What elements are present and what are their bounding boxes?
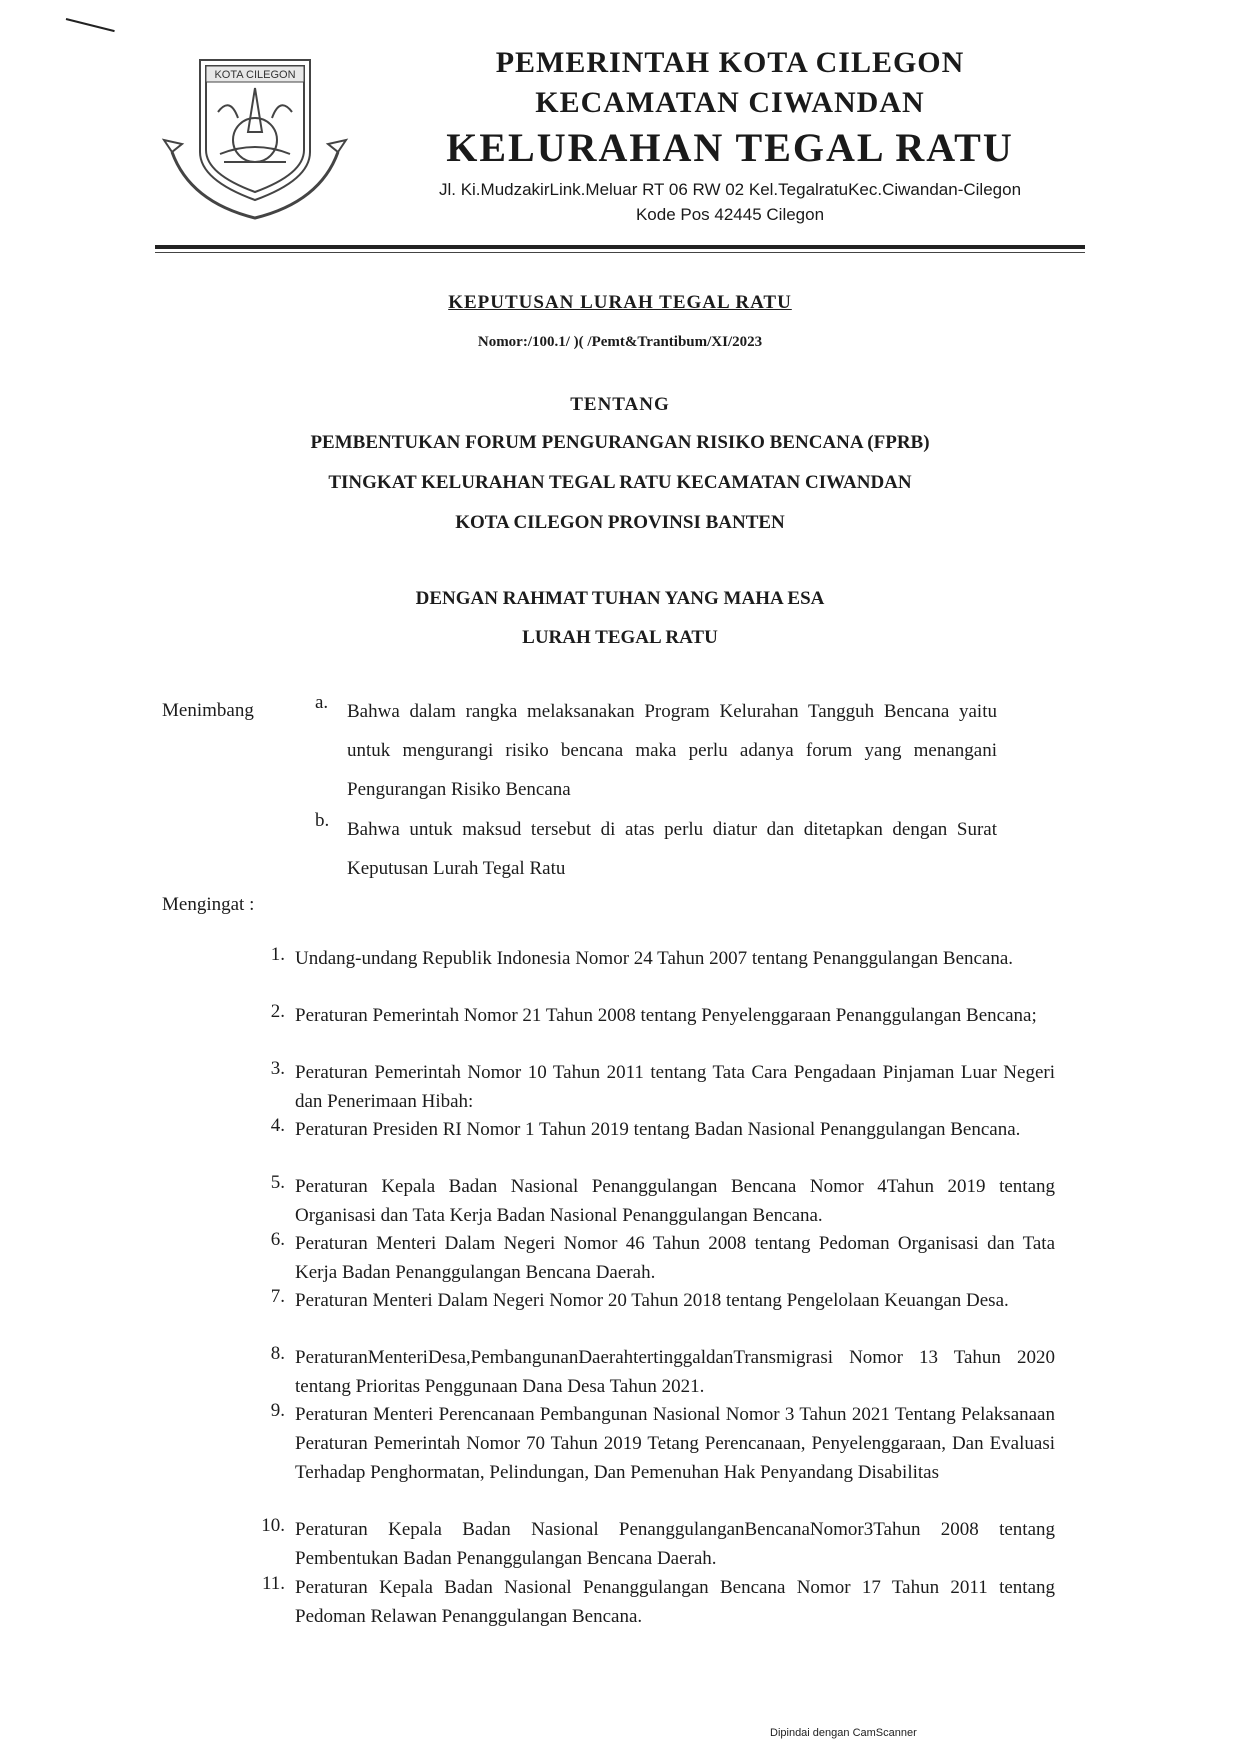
item-number: 1. [270,944,285,965]
regulation-item [255,1286,1055,1315]
consideration-item [315,692,997,809]
regulation-item [255,1573,1055,1631]
item-text: Bahwa dalam rangka melaksanakan Program Kelurahan Tangguh Bencana yaitu untuk mengurangi risiko bencana maka perlu adanya forum yang menangani Pengurangan Risiko Bencana [347,701,997,800]
mengingat-label: Mengingat : [162,894,255,915]
item-text: Bahwa untuk maksud tersebut di atas perlu diatur dan ditetapkan dengan Surat Keputusan Lurah Tegal Ratu [347,819,997,879]
regulation-item [255,1001,1055,1030]
tentang-heading: TENTANG [570,394,670,415]
item-text: Peraturan Pemerintah Nomor 21 Tahun 2008 tentang Penyelenggaraan Penanggulangan Bencana; [295,1005,1037,1026]
address-line: Jl. Ki.MudzakirLink.Meluar RT 06 RW 02 Kel.TegalratuKec.Ciwandan-Cilegon [438,180,1022,199]
item-number: 4. [270,1115,285,1136]
letterhead-rule [155,245,1085,249]
grace-line-1: DENGAN RAHMAT TUHAN YANG MAHA ESA [415,588,825,609]
city-emblem-logo [160,52,350,222]
regulation-item [255,1229,1055,1287]
item-text: Peraturan Presiden RI Nomor 1 Tahun 2019 tentang Badan Nasional Penanggulangan Bencana. [295,1119,1021,1140]
menimbang-label: Menimbang [162,700,254,721]
item-number: 10. [261,1515,285,1536]
village-name: KELURAHAN TEGAL RATU [446,125,1014,170]
item-text: Peraturan Menteri Perencanaan Pembangunan Nasional Nomor 3 Tahun 2021 Tentang Pelaksanaan Peraturan Pemerintah Nomor 70 Tahun 2019 Tetang Perencanaan, Penyelenggaraan, Dan Evaluasi Terhadap Penghormatan, Pelindungan, Dan Pemenuhan Hak Penyandang Disabilitas [295,1404,1055,1483]
item-text: PeraturanMenteriDesa,PembangunanDaerahtertinggaldanTransmigrasi Nomor 13 Tahun 2020 tentang Prioritas Penggunaan Dana Desa Tahun 2021. [295,1347,1055,1397]
item-number: 6. [270,1229,285,1250]
district-name: KECAMATAN CIWANDAN [535,86,925,119]
scanner-watermark: Dipindai dengan CamScanner [770,1727,917,1739]
item-number: 5. [270,1172,285,1193]
item-marker: b. [315,810,330,831]
item-number: 11. [261,1573,285,1594]
item-number: 3. [270,1058,285,1079]
emblem-icon [160,52,350,222]
regulation-item [255,1400,1055,1487]
pen-mark [66,18,115,32]
item-text: Undang-undang Republik Indonesia Nomor 24 Tahun 2007 tentang Penanggulangan Bencana. [295,948,1014,969]
regulation-item [255,944,1055,973]
subject-line-3: KOTA CILEGON PROVINSI BANTEN [455,512,785,533]
item-text: Peraturan Kepala Badan Nasional Penanggulangan Bencana Nomor 17 Tahun 2011 tentang Pedoman Relawan Penanggulangan Bencana. [295,1577,1055,1627]
item-text: Peraturan Kepala Badan Nasional Penanggulangan Bencana Nomor 4Tahun 2019 tentang Organisasi dan Tata Kerja Badan Nasional Penanggulangan Bencana. [295,1176,1055,1226]
regulation-item [255,1515,1055,1573]
emblem-lettering: KOTA CILEGON [214,69,296,81]
item-marker: a. [315,692,329,713]
item-number: 8. [270,1343,285,1364]
regulation-item [255,1343,1055,1401]
decree-title: KEPUTUSAN LURAH TEGAL RATU [448,292,792,313]
item-number: 2. [270,1001,285,1022]
item-number: 9. [270,1400,285,1421]
grace-line-2: LURAH TEGAL RATU [522,627,718,648]
letterhead-rule-thin [155,252,1085,253]
item-text: Peraturan Pemerintah Nomor 10 Tahun 2011 tentang Tata Cara Pengadaan Pinjaman Luar Negeri dan Penerimaan Hibah: [295,1062,1055,1112]
regulation-item [255,1058,1055,1116]
regulation-item [255,1115,1055,1144]
item-text: Peraturan Kepala Badan Nasional PenanggulanganBencanaNomor3Tahun 2008 tentang Pembentukan Badan Penanggulangan Bencana Daerah. [295,1519,1055,1569]
decree-number: Nomor:/100.1/ )( /Pemt&Trantibum/XI/2023 [477,334,763,350]
item-text: Peraturan Menteri Dalam Negeri Nomor 46 Tahun 2008 tentang Pedoman Organisasi dan Tata Kerja Badan Penanggulangan Bencana Daerah. [295,1233,1055,1283]
item-number: 7. [270,1286,285,1307]
regulation-item [255,1172,1055,1230]
consideration-item [315,810,997,888]
government-name: PEMERINTAH KOTA CILEGON [495,46,965,79]
subject-line-1: PEMBENTUKAN FORUM PENGURANGAN RISIKO BENCANA (FPRB) [310,432,930,453]
postal-code-line: Kode Pos 42445 Cilegon [635,205,825,224]
subject-line-2: TINGKAT KELURAHAN TEGAL RATU KECAMATAN CIWANDAN [328,472,912,493]
item-text: Peraturan Menteri Dalam Negeri Nomor 20 Tahun 2018 tentang Pengelolaan Keuangan Desa. [295,1290,1009,1311]
